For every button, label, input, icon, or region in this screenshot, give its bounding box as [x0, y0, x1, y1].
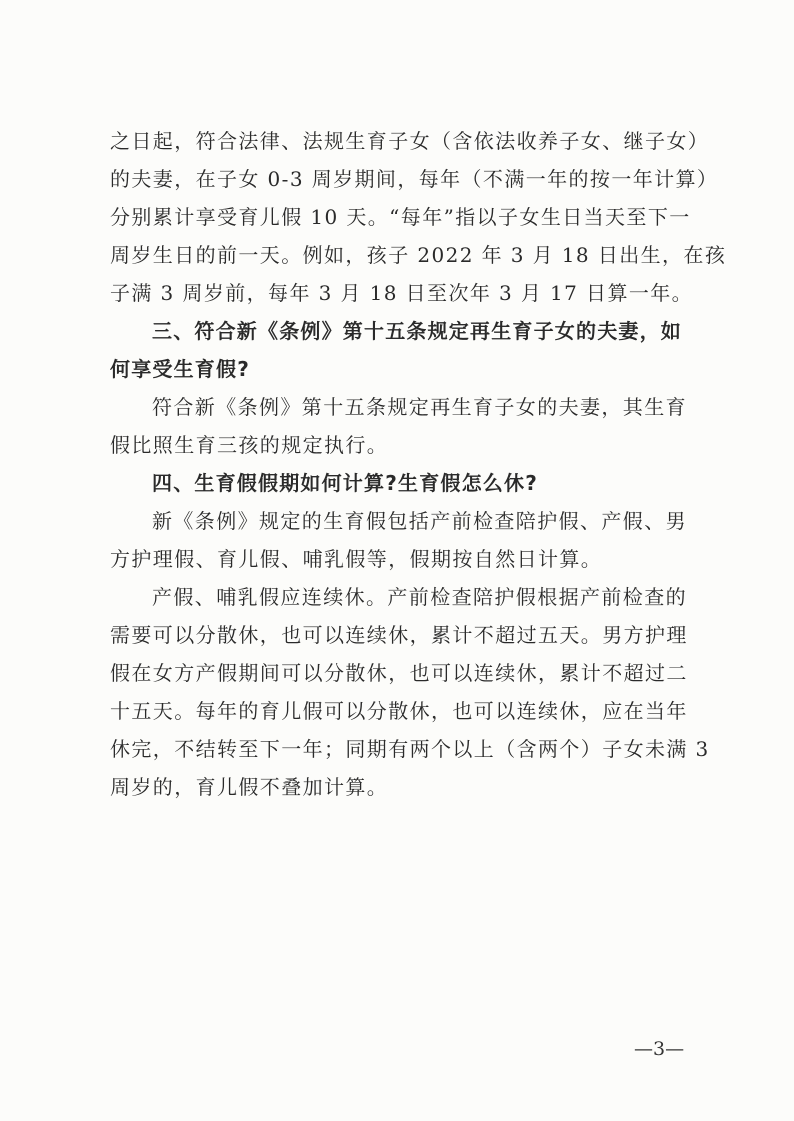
text-line: 子满 3 周岁前，每年 3 月 18 日至次年 3 月 17 日算一年。 [110, 281, 694, 305]
page-number: —3— [634, 1038, 685, 1060]
section-heading-3: 三、符合新《条例》第十五条规定再生育子女的夫妻，如 [152, 319, 682, 343]
text-line: 的夫妻，在子女 0-3 周岁期间，每年（不满一年的按一年计算） [110, 167, 719, 191]
paragraph-line: 产假、哺乳假应连续休。产前检查陪护假根据产前检查的 [152, 585, 687, 609]
paragraph-line: 需要可以分散休，也可以连续休，累计不超过五天。男方护理 [110, 623, 688, 647]
text-line: 分别累计享受育儿假 10 天。“每年”指以子女生日当天至下一 [110, 205, 691, 229]
section-heading-4: 四、生育假假期如何计算?生育假怎么休? [152, 471, 539, 495]
text-line: 之日起，符合法律、法规生育子女（含依法收养子女、继子女） [110, 129, 710, 153]
document-body [110, 122, 727, 806]
paragraph-line: 方护理假、育儿假、哺乳假等，假期按自然日计算。 [110, 547, 603, 571]
section-heading-3-continued: 何享受生育假? [110, 357, 251, 381]
paragraph-line: 符合新《条例》第十五条规定再生育子女的夫妻，其生育 [152, 395, 687, 419]
paragraph-line: 假在女方产假期间可以分散休，也可以连续休，累计不超过二 [110, 661, 688, 685]
paragraph-line: 周岁的，育儿假不叠加计算。 [110, 775, 389, 799]
paragraph-line: 十五天。每年的育儿假可以分散休，也可以连续休，应在当年 [110, 699, 688, 723]
paragraph-line: 假比照生育三孩的规定执行。 [110, 433, 389, 457]
paragraph-line: 新《条例》规定的生育假包括产前检查陪护假、产假、男 [152, 509, 687, 533]
paragraph-line: 休完，不结转至下一年；同期有两个以上（含两个）子女未满 3 [110, 737, 710, 761]
text-line: 周岁生日的前一天。例如，孩子 2022 年 3 月 18 日出生，在孩 [110, 243, 727, 267]
